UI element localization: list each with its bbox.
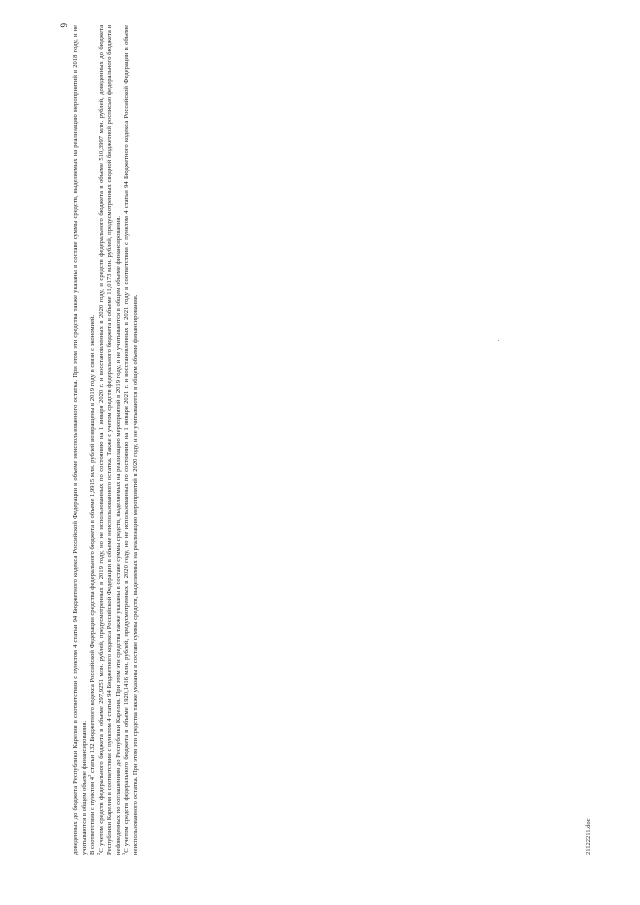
footnote-2 <box>95 25 127 855</box>
footnote-marker: 2 <box>95 852 101 855</box>
footnote-text-after-sup: статьи 132 Бюджетного кодекса Российской Федерации средства федерального бюджета в объеме 1,9915 млн. рублей возвращены в 2019 году в связи с экономией. <box>89 314 97 775</box>
page-number: 9 <box>59 23 69 28</box>
footnote-text-before-sup: В соответствии с пунктом 4 <box>89 776 97 855</box>
footnote-3 <box>123 25 140 855</box>
scan-speck <box>498 340 499 341</box>
footnote-budget-code-note <box>86 25 98 855</box>
footnote-superscript: 2 <box>86 774 92 777</box>
footnote-text: С учетом средств федерального бюджета в объеме 1920,1416 млн. рублей, предусмотренных в 2020 году, но не использованных по состоянию на 1 января 2021 г. и восстановленных в 2021 году в соответствии с пунктом 4 статьи 94 Бюджетного кодекса Российской Федерации в объеме неиспользованного остатка. При этом эти средства также указаны в составе суммы средств, выделяемых на реализацию мероприятий в 2020 году, и не учитываются в общем объеме финансирования. <box>123 25 139 855</box>
file-name-label: 21122211.doc <box>585 818 592 855</box>
footnote-text: доведенных до бюджета Республики Карелия в соответствии с пунктом 4 статьи 94 Бюджетного кодекса Российской Федерации в объеме неиспользованного остатка. При этом эти средства также указаны в составе суммы средств, выделяемых на реализацию мероприятий в 2018 году, и не учитываются в общем объеме финансирования. <box>72 25 88 855</box>
footnotes <box>72 25 141 855</box>
footnote-continuation <box>72 25 89 855</box>
footnote-text: С учетом средств федерального бюджета в объеме 297,9251 млн. рублей, предусмотренных в 2019 году, но не использованных по состоянию на 1 января 2020 г. и восстановленных в 2020 году, и средств федерального бюджета в объеме 510,3997 млн. рублей, доведенных до бюджета Республики Карелия в соответствии с пунктом 4 статьи 94 Бюджетного кодекса Российской Федерации в объеме неиспользованного остатка. Также с учетом средств федерального бюджета в объеме 11,0173 млн. рублей, предусмотренных сводной бюджетной росписью федерального бюджета и неdoведенных по соглашениям до Республики Карелия. При этом эти средства также указаны в составе суммы средств, выделяемых на реализацию мероприятий в 2019 году, и не учитываются в общем объеме финансирования. <box>97 25 122 855</box>
rotated-footnotes-block <box>60 25 220 855</box>
footnote-marker: 3 <box>121 852 127 855</box>
